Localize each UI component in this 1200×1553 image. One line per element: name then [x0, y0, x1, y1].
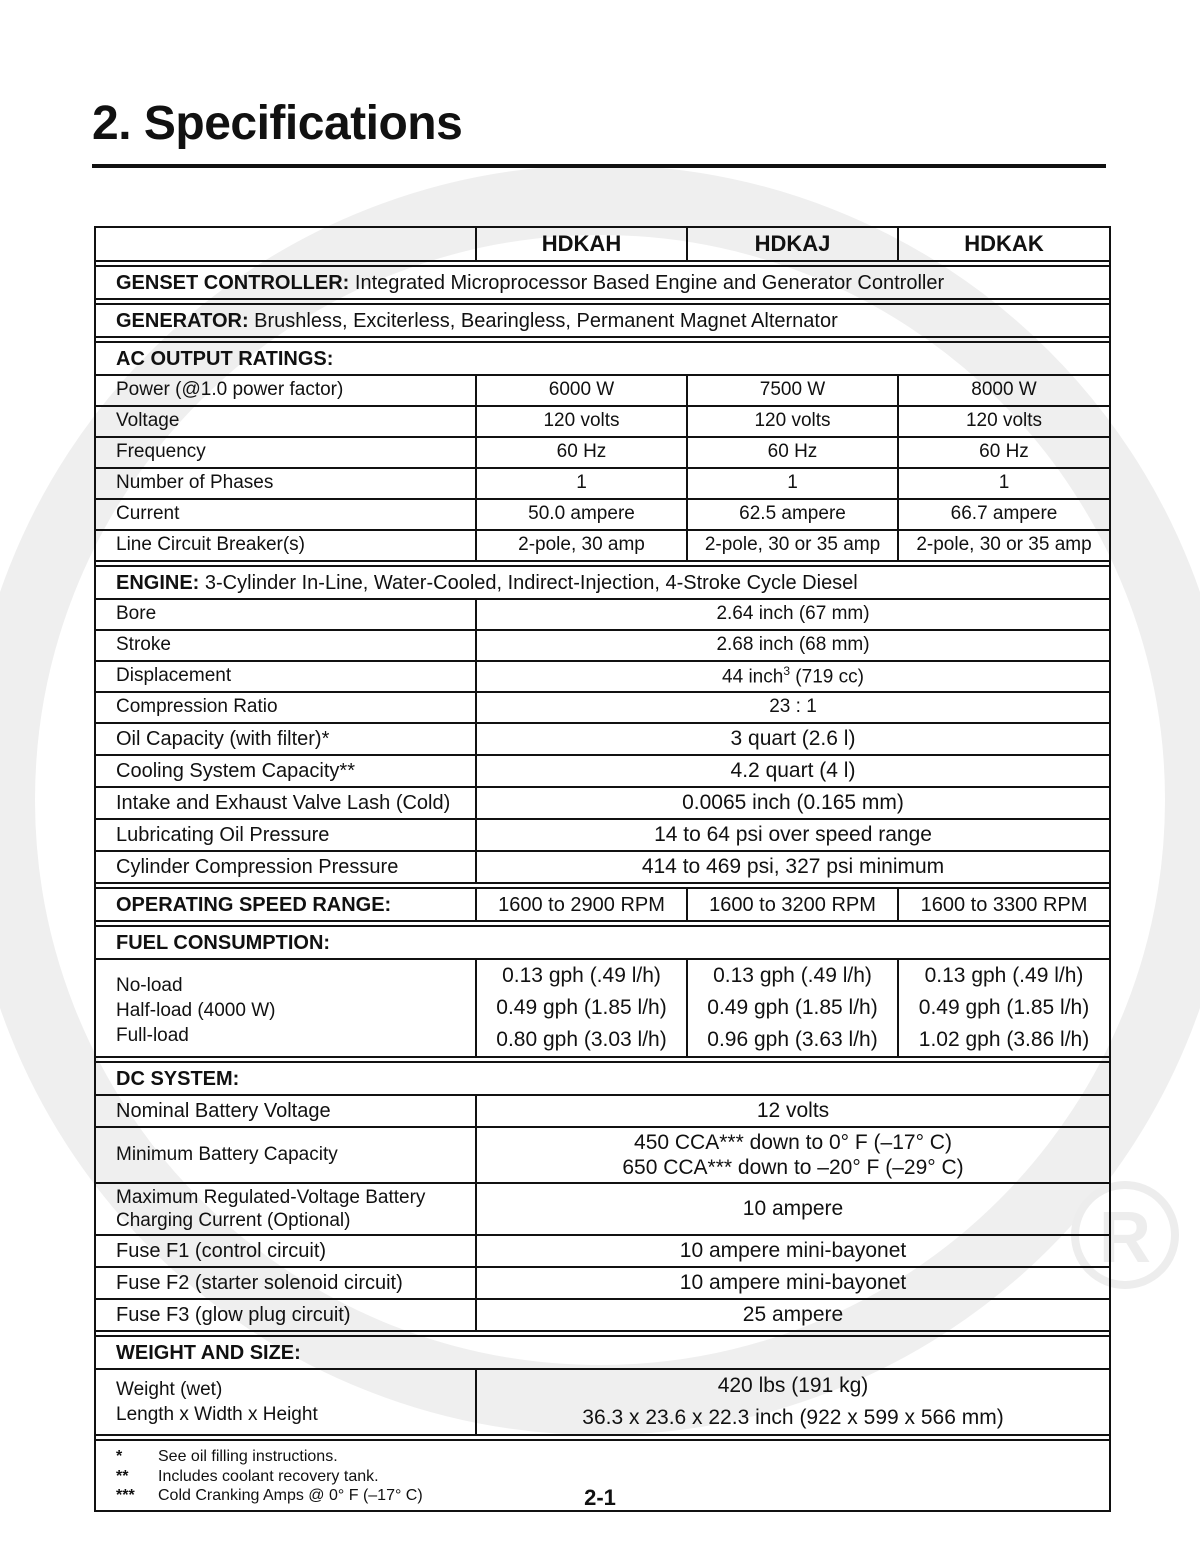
header-row [95, 227, 1110, 261]
table-row [95, 1235, 1110, 1267]
table-row [95, 530, 1110, 561]
displacement-exponent: 3 [783, 663, 791, 678]
row-label [95, 959, 476, 1057]
row-label: Current [95, 499, 476, 530]
footnote-text: Cold Cranking Amps @ 0° F (–17° C) [158, 1487, 423, 1504]
row-value: 120 volts [687, 406, 898, 437]
table-row [95, 599, 1110, 630]
fuel-value: 0.80 gph (3.03 l/h) [496, 1028, 667, 1051]
page-number: 2-1 [584, 1485, 616, 1510]
fuel-value: 0.49 gph (1.85 l/h) [707, 996, 878, 1019]
battery-capacity-line: 450 CCA*** down to 0° F (–17° C) [634, 1131, 952, 1154]
fuel-label-half-load: Half-load (4000 W) [116, 999, 276, 1021]
section-text: Integrated Microprocessor Based Engine and Generator Controller [349, 271, 945, 294]
row-value: 1 [898, 468, 1110, 499]
footnote-mark: ** [116, 1467, 129, 1485]
table-row [95, 661, 1110, 692]
row-label: Line Circuit Breaker(s) [95, 530, 476, 561]
row-label: Fuse F3 (glow plug circuit) [95, 1299, 476, 1331]
row-label: Oil Capacity (with filter)* [95, 723, 476, 755]
row-label [95, 1369, 476, 1435]
row-label: Power (@1.0 power factor) [95, 375, 476, 406]
row-value [898, 959, 1110, 1057]
footnote-mark: *** [116, 1487, 135, 1504]
row-value: 120 volts [476, 406, 687, 437]
fuel-value: 1.02 gph (3.86 l/h) [918, 1028, 1090, 1051]
table-row [95, 1095, 1110, 1127]
section-heading: WEIGHT AND SIZE: [116, 1341, 301, 1364]
row-value: 60 Hz [898, 437, 1110, 468]
footnote-text: Includes coolant recovery tank. [158, 1467, 379, 1485]
table-row [95, 468, 1110, 499]
section-dc-system [95, 1062, 1110, 1095]
weight-value: 420 lbs (191 kg) [717, 1374, 869, 1397]
section-heading: DC SYSTEM: [116, 1067, 240, 1090]
table-row [95, 1299, 1110, 1331]
row-value: 0.0065 inch (0.165 mm) [476, 787, 1110, 819]
displacement-value: 44 inch [722, 666, 784, 688]
section-engine [95, 566, 1110, 599]
column-header: HDKAK [898, 227, 1110, 261]
table-row [95, 1267, 1110, 1299]
section-heading: AC OUTPUT RATINGS: [116, 347, 334, 370]
title-rule [92, 164, 1106, 168]
dimensions-label: Length x Width x Height [116, 1404, 318, 1425]
section-generator [95, 304, 1110, 337]
row-label: Voltage [95, 406, 476, 437]
row-value: 120 volts [898, 406, 1110, 437]
fuel-value: 0.13 gph (.49 l/h) [502, 964, 661, 987]
row-label: Stroke [95, 630, 476, 661]
row-value: 2-pole, 30 amp [476, 530, 687, 561]
fuel-value: 0.13 gph (.49 l/h) [924, 964, 1084, 987]
row-value: 3 quart (2.6 l) [476, 723, 1110, 755]
row-label: Compression Ratio [95, 692, 476, 723]
row-value: 10 ampere mini-bayonet [476, 1267, 1110, 1299]
table-row [95, 755, 1110, 787]
row-value: 10 ampere [476, 1183, 1110, 1235]
table-row [95, 1183, 1110, 1235]
row-value [476, 1127, 1110, 1183]
page-title: 2. Specifications [92, 97, 463, 150]
dimensions-value: 36.3 x 23.6 x 22.3 inch (922 x 599 x 566 mm) [582, 1406, 1004, 1429]
row-label: Bore [95, 599, 476, 630]
column-header: HDKAJ [687, 227, 898, 261]
row-value: 14 to 64 psi over speed range [476, 819, 1110, 851]
fuel-value: 0.49 gph (1.85 l/h) [918, 996, 1090, 1019]
row-value: 25 ampere [476, 1299, 1110, 1331]
fuel-label-full-load: Full-load [116, 1024, 189, 1046]
section-heading: FUEL CONSUMPTION: [116, 931, 331, 954]
section-heading: GENERATOR: [116, 309, 249, 332]
table-row [95, 692, 1110, 723]
displacement-metric: (719 cc) [790, 666, 864, 688]
row-value: 2-pole, 30 or 35 amp [898, 530, 1110, 561]
table-row [95, 787, 1110, 819]
row-value [476, 1369, 1110, 1435]
row-value: 8000 W [898, 375, 1110, 406]
section-text: Brushless, Exciterless, Bearingless, Permanent Magnet Alternator [248, 309, 838, 332]
table-row [95, 630, 1110, 661]
table-row [95, 499, 1110, 530]
spec-table [94, 226, 1109, 1512]
row-value: 12 volts [476, 1095, 1110, 1127]
section-weight-size [95, 1336, 1110, 1369]
table-row [95, 819, 1110, 851]
row-value: 1 [687, 468, 898, 499]
row-label: Frequency [95, 437, 476, 468]
section-heading: OPERATING SPEED RANGE: [116, 893, 392, 916]
table-row [95, 851, 1110, 883]
row-value: 62.5 ampere [687, 499, 898, 530]
row-value: 50.0 ampere [476, 499, 687, 530]
weight-label: Weight (wet) [116, 1379, 223, 1400]
row-label: Lubricating Oil Pressure [95, 819, 476, 851]
svg-text:R: R [1099, 1198, 1151, 1278]
header-blank-cell [95, 227, 476, 261]
table-row [95, 437, 1110, 468]
table-row [95, 723, 1110, 755]
row-label: Nominal Battery Voltage [95, 1095, 476, 1127]
row-value: 10 ampere mini-bayonet [476, 1235, 1110, 1267]
row-label [95, 1183, 476, 1235]
table-row [95, 959, 1110, 1057]
fuel-label-no-load: No-load [116, 974, 183, 996]
row-value: 66.7 ampere [898, 499, 1110, 530]
row-value: 2.64 inch (67 mm) [476, 599, 1110, 630]
row-label: Intake and Exhaust Valve Lash (Cold) [95, 787, 476, 819]
row-value: 7500 W [687, 375, 898, 406]
row-label: Fuse F1 (control circuit) [95, 1235, 476, 1267]
charge-label-line: Maximum Regulated-Voltage Battery [116, 1187, 426, 1208]
row-value: 4.2 quart (4 l) [476, 755, 1110, 787]
fuel-value: 0.13 gph (.49 l/h) [713, 964, 872, 987]
row-value [476, 661, 1110, 692]
footnote [116, 1467, 1109, 1487]
section-fuel-consumption [95, 926, 1110, 959]
footnote-text: See oil filling instructions. [158, 1448, 338, 1465]
battery-capacity-line: 650 CCA*** down to –20° F (–29° C) [622, 1156, 964, 1179]
section-operating-speed [95, 888, 1110, 921]
row-value: 60 Hz [687, 437, 898, 468]
charge-label-line: Charging Current (Optional) [116, 1210, 351, 1231]
section-genset-controller [95, 266, 1110, 299]
section-heading: GENSET CONTROLLER: [116, 271, 350, 294]
section-heading: ENGINE: [116, 571, 200, 594]
row-value: 2-pole, 30 or 35 amp [687, 530, 898, 561]
row-value: 1 [476, 468, 687, 499]
row-label: Cooling System Capacity** [95, 755, 476, 787]
section-text: 3-Cylinder In-Line, Water-Cooled, Indirect-Injection, 4-Stroke Cycle Diesel [199, 571, 858, 594]
row-label: Displacement [95, 661, 476, 692]
table-row [95, 1127, 1110, 1183]
section-ac-output [95, 342, 1110, 375]
row-label: Number of Phases [95, 468, 476, 499]
table-row [95, 375, 1110, 406]
table-row [95, 406, 1110, 437]
row-value: 23 : 1 [476, 692, 1110, 723]
fuel-value: 0.96 gph (3.63 l/h) [707, 1028, 878, 1051]
row-value [687, 959, 898, 1057]
row-value: 2.68 inch (68 mm) [476, 630, 1110, 661]
row-value: 1600 to 2900 RPM [476, 888, 687, 921]
row-value: 60 Hz [476, 437, 687, 468]
fuel-value: 0.49 gph (1.85 l/h) [496, 996, 667, 1019]
row-value: 6000 W [476, 375, 687, 406]
row-label: Fuse F2 (starter solenoid circuit) [95, 1267, 476, 1299]
row-value: 414 to 469 psi, 327 psi minimum [476, 851, 1110, 883]
row-value [476, 959, 687, 1057]
row-label: Minimum Battery Capacity [95, 1127, 476, 1183]
table-row [95, 1369, 1110, 1435]
row-label: Cylinder Compression Pressure [95, 851, 476, 883]
column-header: HDKAH [476, 227, 687, 261]
footnote [116, 1447, 1109, 1467]
row-value: 1600 to 3300 RPM [898, 888, 1110, 921]
row-value: 1600 to 3200 RPM [687, 888, 898, 921]
footnote-mark: * [116, 1448, 123, 1465]
